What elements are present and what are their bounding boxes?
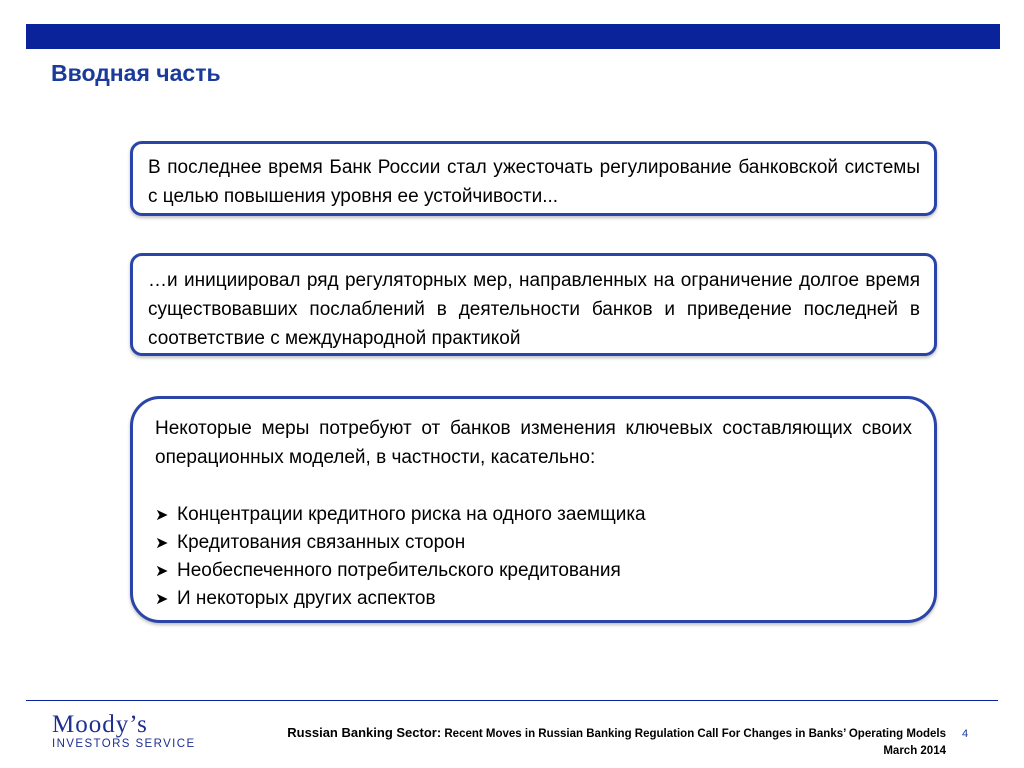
footer-date: March 2014 [883, 745, 946, 757]
arrow-right-icon: ➤ [155, 507, 169, 524]
list-item [155, 501, 912, 529]
list-item-text: Концентрации кредитного риска на одного заемщика [177, 504, 646, 525]
list-item-text: Необеспеченного потребительского кредитования [177, 560, 621, 581]
list-item [155, 529, 912, 557]
intro-box-1-text: В последнее время Банк России стал ужесточать регулирование банковской системы с целью повышения уровня ее устойчивости... [148, 157, 920, 207]
footer-lead: Russian Banking Sector: [287, 725, 442, 740]
arrow-right-icon: ➤ [155, 591, 169, 608]
intro-box-2 [130, 253, 937, 356]
logo-sub-text: INVESTORS SERVICE [52, 738, 196, 750]
intro-box-1 [130, 141, 937, 216]
measures-box [130, 396, 937, 623]
arrow-right-icon: ➤ [155, 563, 169, 580]
measures-intro-text: Некоторые меры потребуют от банков изменения ключевых составляющих своих операционных моделей, в частности, касательно: [155, 418, 912, 468]
intro-box-2-text: …и инициировал ряд регуляторных мер, направленных на ограничение долгое время существовавших послаблений в деятельности банков и приведение последней в соответствие с международной практикой [148, 270, 920, 349]
arrow-right-icon: ➤ [155, 535, 169, 552]
list-item-text: Кредитования связанных сторон [177, 532, 466, 553]
page-number: 4 [962, 728, 969, 740]
spacer [155, 472, 912, 501]
footer-caption [287, 724, 946, 760]
footer-subtitle: Recent Moves in Russian Banking Regulation Call For Changes in Banks’ Operating Models [441, 728, 946, 740]
list-item-text: И некоторых других аспектов [177, 588, 436, 609]
slide-title: Вводная часть [51, 60, 221, 86]
list-item [155, 585, 912, 613]
moodys-logo [52, 712, 196, 751]
measures-list [155, 501, 912, 613]
footer-divider [26, 700, 998, 701]
logo-main-text: Moody’s [52, 711, 148, 738]
header-bar [26, 24, 1000, 49]
list-item [155, 557, 912, 585]
